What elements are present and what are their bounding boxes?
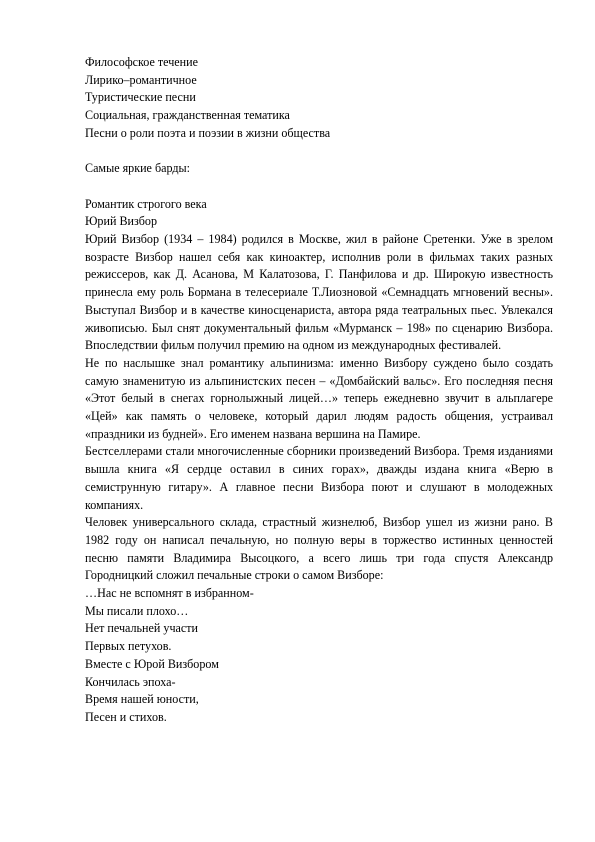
poem-line: Мы писали плохо… [85,603,189,618]
section-name: Юрий Визбор [85,214,158,229]
trend-item: Социальная, гражданственная тематика [85,108,290,123]
biography-paragraph: Юрий Визбор (1934 – 1984) родился в Москве, жил в районе Сретенки. Уже в зрелом возрасте Визбор нашел себя как киноактер, исполнив роли в фильмах таких разных режиссеров, как Д. Асанова, М Калатозова, Г. Панфилова и др. Широкую известность принесла ему роль Бормана в телесериале Т.Лиозновой «Семнадцать мгновений весны». Выступал Визбор и в качестве киносценариста, автора ряда театральных пьес. Увлекался живописью. Был снят документальный фильм «Мурманск – 198» по сценарию Визбора. Впоследствии фильм получил премию на одном из международных фестивалей. [85,232,553,353]
bards-heading: Самые яркие барды: [85,161,190,176]
trends-list [85,54,553,143]
trend-item: Песни о роли поэта и поэзии в жизни общества [85,125,331,140]
alpinism-paragraph: Не по наслышке знал романтику альпинизма: именно Визбору суждено было создать самую знаменитую из альпинистских песен – «Домбайский вальс». Его последняя песня «Этот белый в снегах горнолыжный лицей…» теперь ежедневно звучит в альплагере «Цей» как память о человеке, который дарил людям радость общения, устраивал «праздники из будней». Его именем названа вершина на Памире. [85,355,553,441]
legacy-paragraph: Человек универсального склада, страстный жизнелюб, Визбор ушел из жизни рано. В 1982 году он написал печальную, но полную веры в торжество истинных ценностей песню памяти Владимира Высоцкого, а всего лишь три года спустя Александр Городницкий сложил печальные строки о самом Визборе: [85,515,553,583]
poem-line: Нет печальней участи [85,621,199,636]
blank-line [85,178,553,196]
poem-line: Вместе с Юрой Визбором [85,656,219,671]
trend-item: Туристические песни [85,90,196,105]
blank-line [85,143,553,161]
poem-line: Кончилась эпоха- [85,674,176,689]
poem-line: …Нас не вспомнят в избранном- [85,586,254,601]
trend-item: Философское течение [85,55,198,69]
document-page [85,54,553,727]
books-paragraph: Бестселлерами стали многочисленные сборники произведений Визбора. Тремя изданиями вышла книга «Я сердце оставил в синих горах», дважды издана книга «Верю в семиструнную гитару». А главное песни Визбора поют и слушают в молодежных компаниях. [85,444,553,512]
poem [85,585,553,727]
poem-line: Песен и стихов. [85,709,167,724]
section-subtitle: Романтик строгого века [85,196,207,211]
poem-line: Первых петухов. [85,639,172,654]
poem-line: Время нашей юности, [85,692,199,707]
trend-item: Лирико–романтичное [85,72,197,87]
